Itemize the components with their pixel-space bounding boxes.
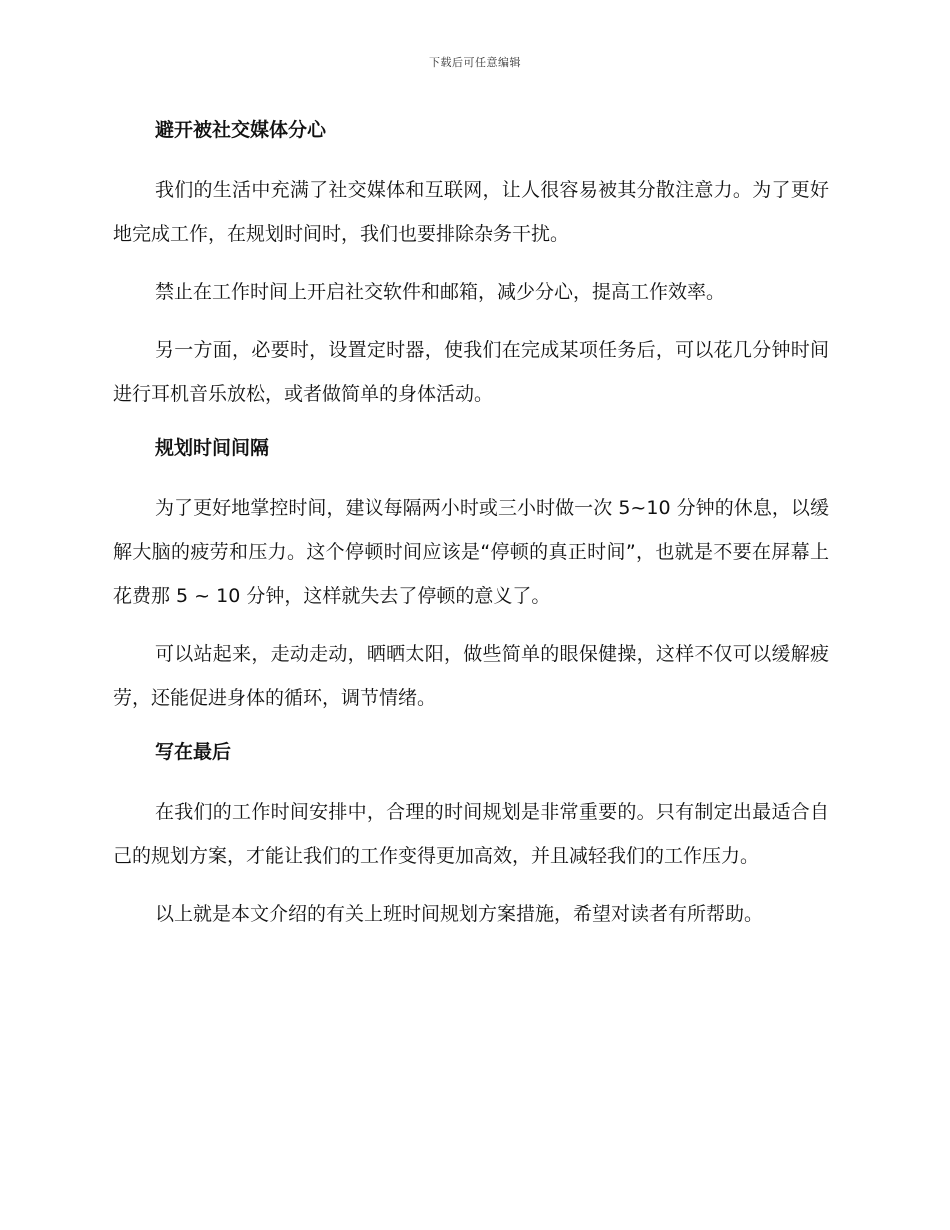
paragraph: 可以站起来，走动走动，晒晒太阳，做些简单的眼保健操，这样不仅可以缓解疲劳，还能促进身体的循环，调节情绪。 xyxy=(113,643,829,709)
document-body xyxy=(113,112,829,936)
paragraph: 禁止在工作时间上开启社交软件和邮箱，减少分心，提高工作效率。 xyxy=(155,281,726,303)
page-header: 下载后可任意编辑 xyxy=(429,56,521,69)
paragraph: 另一方面，必要时，设置定时器，使我们在完成某项任务后，可以花几分钟时间进行耳机音乐放松，或者做简单的身体活动。 xyxy=(113,339,829,405)
paragraph: 在我们的工作时间安排中，合理的时间规划是非常重要的。只有制定出最适合自己的规划方案，才能让我们的工作变得更加高效，并且减轻我们的工作压力。 xyxy=(113,801,829,867)
paragraph: 我们的生活中充满了社交媒体和互联网，让人很容易被其分散注意力。为了更好地完成工作，在规划时间时，我们也要排除杂务干扰。 xyxy=(113,179,829,245)
paragraph: 以上就是本文介绍的有关上班时间规划方案措施，希望对读者有所帮助。 xyxy=(155,903,764,925)
section-heading: 写在最后 xyxy=(155,741,232,763)
section-heading: 规划时间间隔 xyxy=(155,437,270,459)
paragraph: 为了更好地掌控时间，建议每隔两小时或三小时做一次 5~10 分钟的休息，以缓解大脑的疲劳和压力。这个停顿时间应该是“停顿的真正时间”，也就是不要在屏幕上花费那 5 ~ 10 分钟，这样就失去了停顿的意义了。 xyxy=(113,497,829,607)
section-heading: 避开被社交媒体分心 xyxy=(155,119,327,141)
